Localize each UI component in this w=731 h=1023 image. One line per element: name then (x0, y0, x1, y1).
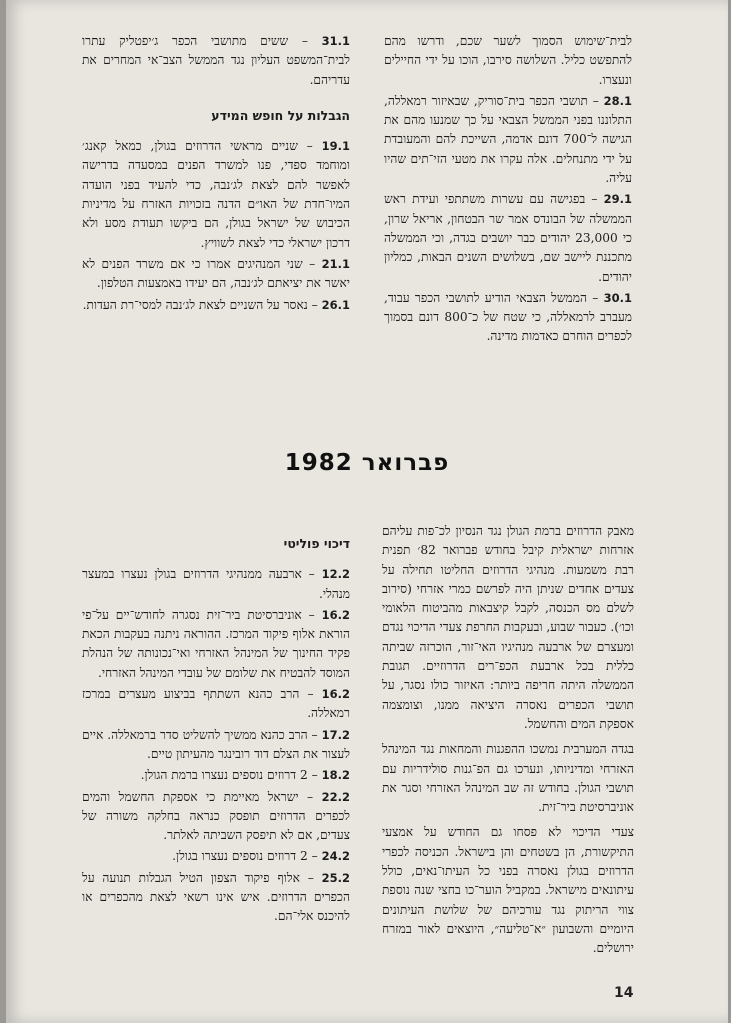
chronology-entry (82, 137, 350, 253)
entry-text: – ישראל מאיימת כי אספקת החשמל והמים לכפרים הדרוזים תופסק כנראה בחלקה משורה של צעדים, אם לא תיפסק השביתה לאלתר. (82, 789, 350, 843)
chronology-entry (82, 726, 350, 765)
section-heading-political: דיכוי פוליטי (283, 536, 350, 551)
bottom-left-column (82, 530, 350, 929)
chronology-entry (82, 847, 350, 866)
entry-date: 24.2 (321, 849, 350, 864)
chronology-entry (82, 869, 350, 927)
chronology-entry (82, 296, 350, 315)
chronology-entry (82, 565, 350, 604)
entry-text: – 2 דרוזים נוספים נעצרו בגולן. (172, 849, 318, 864)
body-paragraph: מאבק הדרוזים ברמת הגולן נגד הנסיון לכ־פות עליהם אזרחות ישראלית קיבל בחודש פברואר 82׳ תפנית רבת משמעות. מנהיגי הדרוזים החליטו תחילה על צעדים אחדים שניתן היה לפרשם כמרי אזרחי (סירוב לשלם מס הכנסה, לקבל קיצבאות מהביטוח הלאומי וכו׳). כעבור שבוע, ובעקבות החרפת צעדי הדיכוי נגדם ומעצרם של ארבעה מנהיגיו האי־זור, הוכרזה שביתה כללית בכל ארבעת הכפ־רים הדרוזיים. תגובת הממשלה היתה חריפה ביותר: האיזור כולו נסגר, על תושבי הכפרים נאסרה היציאה ממנו, וצומצמה אספקת המים והחשמל. (382, 524, 634, 731)
entry-date: 12.2 (321, 567, 350, 582)
entry-date: 22.2 (321, 789, 351, 804)
entry-date: 18.2 (321, 768, 350, 783)
bottom-right-column (382, 522, 634, 965)
entry-text: – הממשל הצבאי הודיע לתושבי הכפר עבוד, מעברב לרמאללה, כי שטח של כ־800 דונם בסמוך לכפרים הוחרם כאדמות מדינה. (384, 290, 633, 344)
entry-text: – הרב כהנא ממשיך להשליט סדר ברמאללה. איים לעצור את הצלם דוד רובינגר מהעיתון טיים. (82, 727, 350, 761)
entry-text: – תושבי הכפר בית־סוריק, שבאיזור רמאללה, התלוננו בפני הממשל הצבאי על כך שמנעו מהם את הגישה ל־700 דונם אדמה, השייכת להם והמעובדת על ידי מתנחלים. אלה עקרו את מטעי הזי־תים שהיו עליה. (384, 93, 633, 186)
section-heading-freedom: הגבלות על חופש המידע (211, 107, 350, 123)
document-page (6, 0, 728, 1023)
chronology-entry (384, 289, 632, 347)
top-left-column (82, 32, 350, 317)
chronology-entry (82, 766, 350, 785)
chronology-entry (384, 32, 632, 90)
page-number: 14 (614, 985, 634, 1001)
chronology-entry (384, 92, 632, 188)
entry-date: 29.1 (603, 192, 633, 207)
chronology-entry (82, 606, 350, 683)
entry-date: 25.2 (321, 870, 351, 885)
entry-date: 21.1 (321, 256, 350, 271)
entry-text: – ששים מתושבי הכפר ג׳יפטליק עתרו לבית־המשפט העליון נגד הממשל הצב־אי המחרים את עדריהם. (82, 34, 350, 87)
chronology-entry (82, 32, 350, 90)
body-paragraph: בגדה המערבית נמשכו ההפגנות והמחאות נגד המינהל האזרחי ומדיניותו, ונערכו גם הפ־גנות סולידריות עם תושבי הגולן. בחודש זה שב המינהל האזרחי וסגר את אוניברסיטת ביר־זית. (382, 742, 634, 815)
entry-date: 31.1 (321, 34, 350, 48)
body-paragraph: צעדי הדיכוי לא פסחו גם החודש על אמצעי התיקשורת, הן בשטחים והן בישראל. הכניסה לכפרי הדרוזים בגולן נאסרה בפני כל העיתו־נאים, כולל עיתונאים מישראל. במקביל הוער־כו בחצי שנה נוספת צווי הריתוק נגד עורכיהם של שלושת העיתונים היומיים והשבועון ״א־טליעה״, היוצאים לאור במזרח ירושלים. (382, 825, 634, 956)
entry-date: 28.1 (603, 93, 632, 108)
entry-text: – ארבעה ממנהיגי הדרוזים בגולן נעצרו במעצר מנהלי. (82, 567, 350, 601)
chronology-entry (82, 685, 350, 724)
chronology-entry (82, 255, 350, 294)
entry-text: – אלוף פיקוד הצפון הטיל הגבלות תנועה על הכפרים הדרוזים. איש אינו רשאי לצאת מהכפרים או להיכנס אלי־הם. (82, 870, 350, 924)
chronology-entry (384, 190, 632, 286)
entry-text: לבית־שימוש הסמוך לשער שכם, ודרשו מהם להתפשט כליל. השלושה סירבו, הוכו על ידי החיילים ונעצרו. (384, 34, 632, 87)
entry-date: 17.2 (321, 727, 351, 742)
entry-text: – נאסר על השניים לצאת לג׳נבה למסי־רת העדות. (82, 297, 318, 312)
top-right-column (384, 32, 632, 349)
entry-date: 30.1 (603, 290, 632, 305)
entry-text: – שניים מראשי הדרוזים בגולן, כמאל קאנג׳ ומוחמד ספדי, פנו למשרד הפנים במסעדה בדרישה לאפשר להם לצאת לג׳נבה, כדי להעיד בפני הועדה המיו־חדת של האו״ם הדנה בזכויות האזרח על מדיניות הכיבוש של ישראל בגולן, הם ביקשו תעודת מסע ולא דרכון ישראלי כדי לצאת לשוויץ. (82, 139, 350, 250)
entry-text: – הרב כהנא השתתף בביצוע מעצרים במרכז רמאללה. (82, 687, 350, 721)
entry-date: 16.2 (321, 687, 350, 702)
chronology-entry (82, 788, 350, 846)
entry-text: – בפגישה עם עשרות משתתפי ועידת ראש הממשלה של הבונדס אמר שר הבטחון, אריאל שרון, כי 23,000 יהודים כבר יושבים בגדה, וכי הממשלה מתכננת ליישב שם, בשלושים השנים הבאות, כמליון יהודים. (384, 192, 632, 284)
entry-text: – שני המנהיגים אמרו כי אם משרד הפנים לא יאשר את יציאתם לג׳נבה, הם יעידו באמצעות הטלפון. (82, 256, 350, 291)
entry-date: 16.2 (321, 607, 351, 622)
entry-date: 26.1 (321, 297, 350, 312)
entry-text: – 2 דרוזים נוספים נעצרו ברמת הגולן. (140, 768, 318, 783)
entry-text: – אוניברסיטת ביר־זית נסגרה לחודש־יים על־פי הוראת אלוף פיקוד המרכז. ההוראה ניתנה בעקבות הכאת פקיד החינוך של המינהל האזרחי ואי־נכונותה של הנהלת המוסד להבטיח את שלומם של עובדי המינהל האזרחי. (82, 607, 350, 680)
entry-date: 19.1 (321, 139, 350, 154)
month-title: פברואר 1982 (284, 450, 450, 476)
